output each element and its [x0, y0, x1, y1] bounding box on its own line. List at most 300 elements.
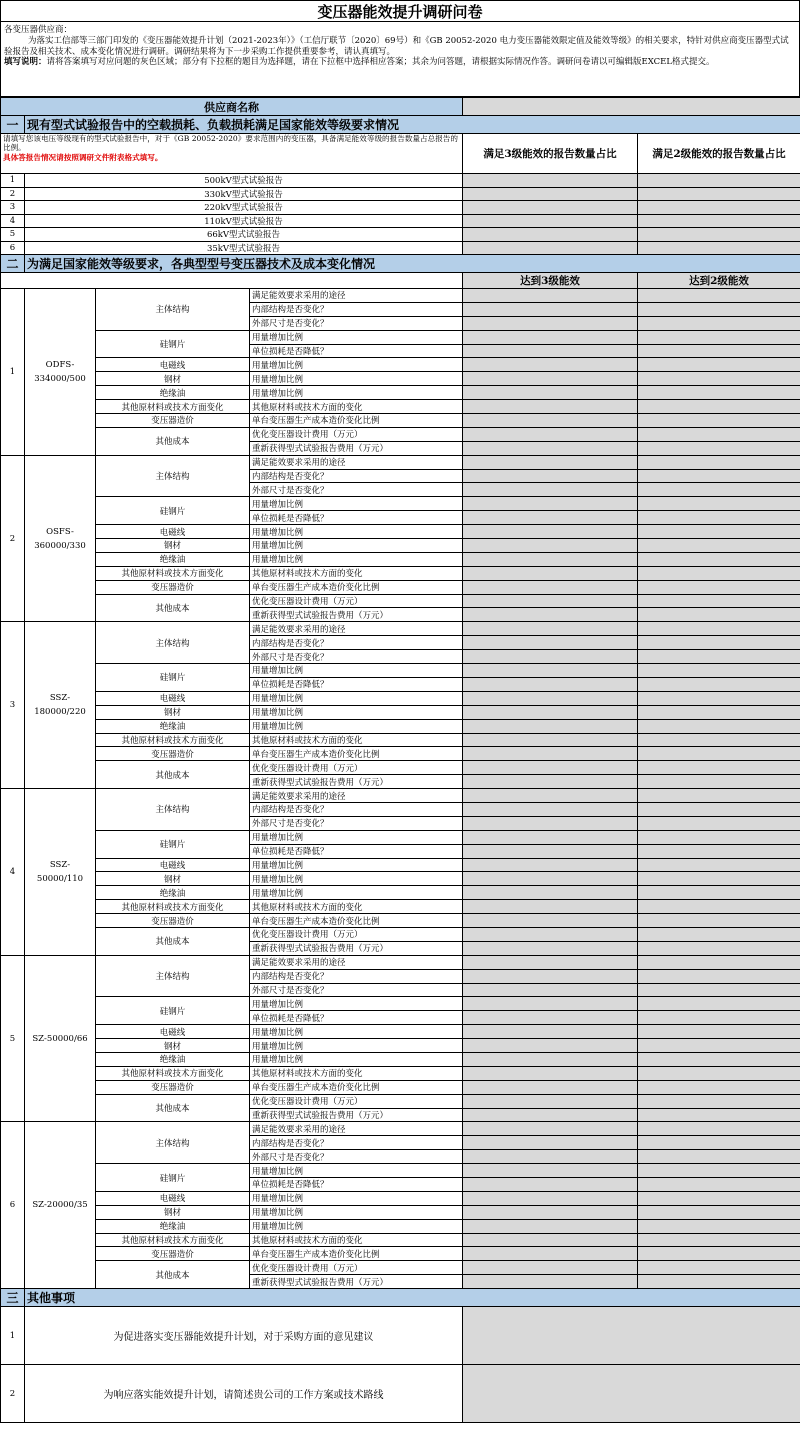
model-item-row — [1, 455, 800, 469]
report-row — [1, 214, 800, 228]
other-question-row — [1, 1307, 800, 1365]
item-label: 内部结构是否变化？ — [250, 302, 463, 316]
answer-level3-input[interactable] — [463, 483, 638, 497]
answer-level3-input[interactable] — [463, 858, 638, 872]
category-label: 其他成本 — [96, 427, 250, 455]
answer-level2-input[interactable] — [638, 469, 800, 483]
answer-level2-input[interactable] — [638, 886, 800, 900]
answer-level2-input[interactable] — [638, 187, 800, 201]
answer-level3-input[interactable] — [463, 289, 638, 303]
answer-level3-input[interactable] — [463, 1122, 638, 1136]
answer-level2-input[interactable] — [638, 955, 800, 969]
answer-level3-input[interactable] — [463, 1164, 638, 1178]
answer-level2-input[interactable] — [638, 302, 800, 316]
answer-level3-input[interactable] — [463, 214, 638, 228]
answer-level2-input[interactable] — [638, 400, 800, 414]
answer-level3-input[interactable] — [463, 844, 638, 858]
answer-level3-input[interactable] — [463, 900, 638, 914]
item-label: 单位损耗是否降低？ — [250, 511, 463, 525]
answer-level2-input[interactable] — [638, 1122, 800, 1136]
item-label: 单位损耗是否降低？ — [250, 677, 463, 691]
answer-level2-input[interactable] — [638, 1094, 800, 1108]
answer-level2-input[interactable] — [638, 214, 800, 228]
answer-level3-input[interactable] — [463, 455, 638, 469]
answer-level2-input[interactable] — [638, 816, 800, 830]
category-label: 绝缘油 — [96, 719, 250, 733]
answer-level3-input[interactable] — [463, 469, 638, 483]
answer-level2-input[interactable] — [638, 228, 800, 242]
model-item-row — [1, 1025, 800, 1039]
answer-level2-input[interactable] — [638, 414, 800, 428]
model-number: 6 — [1, 1122, 25, 1289]
category-label: 其他成本 — [96, 1094, 250, 1122]
intro-body: 为落实工信部等三部门印发的《变压器能效提升计划（2021-2023年）》（工信厅联节〔2020〕69号）和《GB 20052-2020 电力变压器能效限定值及能效等级》的相关要求，特针对供应商变压器型式试验报告及相关技术、成本变化情况进行调研。调研结果将为下一步采购工作提供重要参考，请认真填写。 — [4, 35, 789, 57]
answer-level3-input[interactable] — [463, 228, 638, 242]
model-item-row — [1, 900, 800, 914]
answer-level2-input[interactable] — [638, 608, 800, 622]
model-item-row — [1, 289, 800, 303]
answer-level2-input[interactable] — [638, 316, 800, 330]
category-label: 主体结构 — [96, 1122, 250, 1164]
model-item-row — [1, 955, 800, 969]
answer-level2-input[interactable] — [638, 1205, 800, 1219]
answer-level2-input[interactable] — [638, 1108, 800, 1122]
answer-level2-input[interactable] — [638, 747, 800, 761]
answer-level2-input[interactable] — [638, 997, 800, 1011]
answer-level3-input[interactable] — [463, 330, 638, 344]
item-label: 优化变压器设计费用（万元） — [250, 761, 463, 775]
answer-level3-input[interactable] — [463, 580, 638, 594]
answer-level3-input[interactable] — [463, 594, 638, 608]
item-label: 满足能效要求采用的途径 — [250, 622, 463, 636]
answer-level3-input[interactable] — [463, 1150, 638, 1164]
answer-level3-input[interactable] — [463, 1178, 638, 1192]
answer-level3-input[interactable] — [463, 608, 638, 622]
answer-level2-input[interactable] — [638, 552, 800, 566]
answer-level2-input[interactable] — [638, 789, 800, 803]
model-item-row — [1, 1233, 800, 1247]
item-label: 单台变压器生产成本造价变化比例 — [250, 747, 463, 761]
item-label: 重新获得型式试验报告费用（万元） — [250, 1275, 463, 1289]
model-item-row — [1, 664, 800, 678]
answer-level2-input[interactable] — [638, 386, 800, 400]
answer-level2-input[interactable] — [638, 969, 800, 983]
item-label: 用量增加比例 — [250, 330, 463, 344]
answer-level3-input[interactable] — [463, 677, 638, 691]
item-label: 用量增加比例 — [250, 1205, 463, 1219]
answer-level3-input[interactable] — [463, 316, 638, 330]
model-name: OSFS-360000/330 — [25, 455, 96, 622]
item-label: 优化变压器设计费用（万元） — [250, 1094, 463, 1108]
page-title: 变压器能效提升调研问卷 — [0, 0, 800, 22]
section1-instruction — [1, 134, 463, 174]
item-label: 内部结构是否变化？ — [250, 1136, 463, 1150]
answer-level3-input[interactable] — [463, 441, 638, 455]
answer-level2-input[interactable] — [638, 927, 800, 941]
answer-level2-input[interactable] — [638, 289, 800, 303]
model-item-row — [1, 414, 800, 428]
model-item-row — [1, 1191, 800, 1205]
row-number: 1 — [1, 1307, 25, 1365]
answer-level3-input[interactable] — [463, 969, 638, 983]
answer-level2-input[interactable] — [638, 455, 800, 469]
section-number: 三 — [1, 1289, 25, 1307]
category-label: 主体结构 — [96, 622, 250, 664]
answer-level2-input[interactable] — [638, 497, 800, 511]
report-label: 66kV型式试验报告 — [25, 228, 463, 242]
answer-level3-input[interactable] — [463, 1052, 638, 1066]
category-label: 其他原材料或技术方面变化 — [96, 566, 250, 580]
model-item-row — [1, 580, 800, 594]
item-label: 重新获得型式试验报告费用（万元） — [250, 775, 463, 789]
answer-level2-input[interactable] — [638, 241, 800, 255]
col-header-level2: 满足2级能效的报告数量占比 — [638, 134, 800, 174]
item-label: 单台变压器生产成本造价变化比例 — [250, 1080, 463, 1094]
item-label: 内部结构是否变化？ — [250, 969, 463, 983]
answer-level2-input[interactable] — [638, 1136, 800, 1150]
answer-level3-input[interactable] — [463, 1247, 638, 1261]
model-name: SSZ-180000/220 — [25, 622, 96, 789]
answer-level2-input[interactable] — [638, 983, 800, 997]
section-title: 其他事项 — [25, 1289, 800, 1307]
answer-level3-input[interactable] — [463, 1094, 638, 1108]
answer-level2-input[interactable] — [638, 441, 800, 455]
answer-level2-input[interactable] — [638, 1178, 800, 1192]
answer-level3-input[interactable] — [463, 525, 638, 539]
category-label: 绝缘油 — [96, 1052, 250, 1066]
model-item-row — [1, 566, 800, 580]
answer-level2-input[interactable] — [638, 705, 800, 719]
category-label: 钢材 — [96, 705, 250, 719]
answer-level3-input[interactable] — [463, 747, 638, 761]
answer-level3-input[interactable] — [463, 927, 638, 941]
answer-level2-input[interactable] — [638, 1164, 800, 1178]
answer-level3-input[interactable] — [463, 705, 638, 719]
answer-level3-input[interactable] — [463, 914, 638, 928]
item-label: 单台变压器生产成本造价变化比例 — [250, 580, 463, 594]
category-label: 其他成本 — [96, 594, 250, 622]
model-item-row — [1, 747, 800, 761]
report-label: 500kV型式试验报告 — [25, 174, 463, 188]
item-label: 满足能效要求采用的途径 — [250, 1122, 463, 1136]
category-label: 变压器造价 — [96, 1247, 250, 1261]
category-label: 钢材 — [96, 1205, 250, 1219]
model-name: SSZ-50000/110 — [25, 789, 96, 956]
model-item-row — [1, 1247, 800, 1261]
supplier-name-input[interactable] — [463, 98, 800, 116]
answer-level2-input[interactable] — [638, 677, 800, 691]
model-number: 3 — [1, 622, 25, 789]
item-label: 优化变压器设计费用（万元） — [250, 1261, 463, 1275]
answer-level2-input[interactable] — [638, 802, 800, 816]
answer-level3-input[interactable] — [463, 386, 638, 400]
answer-level2-input[interactable] — [638, 830, 800, 844]
answer-level3-input[interactable] — [463, 872, 638, 886]
answer-level2-input[interactable] — [638, 1080, 800, 1094]
answer-level2-input[interactable] — [638, 1247, 800, 1261]
answer-level2-input[interactable] — [638, 941, 800, 955]
answer-level3-input[interactable] — [463, 1080, 638, 1094]
answer-level2-input[interactable] — [638, 511, 800, 525]
answer-level3-input[interactable] — [463, 372, 638, 386]
answer-level3-input[interactable] — [463, 1205, 638, 1219]
category-label: 钢材 — [96, 372, 250, 386]
report-row — [1, 201, 800, 215]
fill-note — [4, 57, 796, 68]
item-label: 用量增加比例 — [250, 358, 463, 372]
item-label: 外部尺寸是否变化？ — [250, 1150, 463, 1164]
answer-level2-input[interactable] — [638, 914, 800, 928]
answer-level2-input[interactable] — [638, 775, 800, 789]
answer-level3-input[interactable] — [463, 241, 638, 255]
category-label: 钢材 — [96, 1039, 250, 1053]
report-row — [1, 241, 800, 255]
item-label: 用量增加比例 — [250, 1025, 463, 1039]
model-item-row — [1, 927, 800, 941]
model-item-row — [1, 1219, 800, 1233]
model-item-row — [1, 386, 800, 400]
instruction-text: 请填写您该电压等级现有的型式试验报告中，对于《GB 20052-2020》要求范围内的变压器，具备满足能效等级的报告数量占总报告的比例。 — [3, 134, 458, 153]
model-item-row — [1, 733, 800, 747]
answer-level3-input[interactable] — [463, 187, 638, 201]
item-label: 其他原材料或技术方面的变化 — [250, 733, 463, 747]
question-text: 为响应落实能效提升计划，请简述贵公司的工作方案或技术路线 — [25, 1365, 463, 1423]
answer-level2-input[interactable] — [638, 872, 800, 886]
category-label: 绝缘油 — [96, 386, 250, 400]
item-label: 用量增加比例 — [250, 997, 463, 1011]
item-label: 内部结构是否变化？ — [250, 469, 463, 483]
answer-level2-input[interactable] — [638, 330, 800, 344]
answer-level2-input[interactable] — [638, 858, 800, 872]
answer-level2-input[interactable] — [638, 566, 800, 580]
answer-level3-input[interactable] — [463, 955, 638, 969]
category-label: 主体结构 — [96, 289, 250, 331]
answer-level2-input[interactable] — [638, 174, 800, 188]
section-header-3 — [1, 1289, 800, 1307]
answer-input[interactable] — [463, 1365, 800, 1423]
answer-level3-input[interactable] — [463, 497, 638, 511]
answer-level3-input[interactable] — [463, 650, 638, 664]
answer-level2-input[interactable] — [638, 1066, 800, 1080]
answer-level2-input[interactable] — [638, 1261, 800, 1275]
section2-col-header — [1, 273, 800, 289]
answer-input[interactable] — [463, 1307, 800, 1365]
answer-level2-input[interactable] — [638, 1025, 800, 1039]
answer-level3-input[interactable] — [463, 941, 638, 955]
item-label: 用量增加比例 — [250, 539, 463, 553]
answer-level2-input[interactable] — [638, 900, 800, 914]
section-title: 为满足国家能效等级要求，各典型型号变压器技术及成本变化情况 — [25, 255, 800, 273]
model-item-row — [1, 1066, 800, 1080]
model-item-row — [1, 539, 800, 553]
answer-level2-input[interactable] — [638, 483, 800, 497]
item-label: 单台变压器生产成本造价变化比例 — [250, 914, 463, 928]
answer-level3-input[interactable] — [463, 427, 638, 441]
category-label: 绝缘油 — [96, 552, 250, 566]
answer-level3-input[interactable] — [463, 886, 638, 900]
report-row — [1, 228, 800, 242]
model-item-row — [1, 427, 800, 441]
category-label: 硅钢片 — [96, 830, 250, 858]
answer-level3-input[interactable] — [463, 400, 638, 414]
answer-level2-input[interactable] — [638, 1219, 800, 1233]
answer-level3-input[interactable] — [463, 636, 638, 650]
answer-level2-input[interactable] — [638, 1275, 800, 1289]
answer-level3-input[interactable] — [463, 201, 638, 215]
model-item-row — [1, 789, 800, 803]
item-label: 用量增加比例 — [250, 664, 463, 678]
answer-level2-input[interactable] — [638, 761, 800, 775]
item-label: 用量增加比例 — [250, 525, 463, 539]
answer-level3-input[interactable] — [463, 414, 638, 428]
model-item-row — [1, 400, 800, 414]
answer-level3-input[interactable] — [463, 552, 638, 566]
category-label: 其他成本 — [96, 927, 250, 955]
model-item-row — [1, 830, 800, 844]
answer-level3-input[interactable] — [463, 302, 638, 316]
answer-level2-input[interactable] — [638, 344, 800, 358]
fill-note-text: 请将答案填写对应问题的灰色区域；部分有下拉框的题目为选择题，请在下拉框中选择相应答案；其余为问答题，请根据实际情况作答。调研问卷请以可编辑版EXCEL格式提交。 — [46, 57, 715, 68]
answer-level3-input[interactable] — [463, 1275, 638, 1289]
answer-level2-input[interactable] — [638, 1052, 800, 1066]
answer-level3-input[interactable] — [463, 733, 638, 747]
item-label: 外部尺寸是否变化？ — [250, 983, 463, 997]
category-label: 变压器造价 — [96, 914, 250, 928]
answer-level3-input[interactable] — [463, 719, 638, 733]
answer-level2-input[interactable] — [638, 1039, 800, 1053]
model-number: 1 — [1, 289, 25, 456]
section-header-1 — [1, 116, 800, 134]
item-label: 其他原材料或技术方面的变化 — [250, 400, 463, 414]
item-label: 重新获得型式试验报告费用（万元） — [250, 441, 463, 455]
answer-level3-input[interactable] — [463, 691, 638, 705]
answer-level3-input[interactable] — [463, 1039, 638, 1053]
answer-level3-input[interactable] — [463, 622, 638, 636]
answer-level2-input[interactable] — [638, 636, 800, 650]
report-label: 220kV型式试验报告 — [25, 201, 463, 215]
item-label: 外部尺寸是否变化？ — [250, 650, 463, 664]
answer-level2-input[interactable] — [638, 664, 800, 678]
supplier-row — [1, 98, 800, 116]
answer-level2-input[interactable] — [638, 594, 800, 608]
category-label: 硅钢片 — [96, 330, 250, 358]
category-label: 硅钢片 — [96, 1164, 250, 1192]
answer-level3-input[interactable] — [463, 775, 638, 789]
category-label: 电磁线 — [96, 1191, 250, 1205]
section-header-2 — [1, 255, 800, 273]
answer-level3-input[interactable] — [463, 761, 638, 775]
answer-level3-input[interactable] — [463, 789, 638, 803]
answer-level2-input[interactable] — [638, 525, 800, 539]
answer-level3-input[interactable] — [463, 566, 638, 580]
category-label: 电磁线 — [96, 691, 250, 705]
answer-level3-input[interactable] — [463, 174, 638, 188]
answer-level2-input[interactable] — [638, 372, 800, 386]
answer-level2-input[interactable] — [638, 1233, 800, 1247]
item-label: 其他原材料或技术方面的变化 — [250, 566, 463, 580]
item-label: 优化变压器设计费用（万元） — [250, 427, 463, 441]
category-label: 其他原材料或技术方面变化 — [96, 733, 250, 747]
answer-level3-input[interactable] — [463, 511, 638, 525]
answer-level2-input[interactable] — [638, 1150, 800, 1164]
answer-level2-input[interactable] — [638, 733, 800, 747]
col-header-level3: 达到3级能效 — [463, 273, 638, 289]
answer-level3-input[interactable] — [463, 1108, 638, 1122]
item-label: 重新获得型式试验报告费用（万元） — [250, 608, 463, 622]
answer-level3-input[interactable] — [463, 344, 638, 358]
answer-level3-input[interactable] — [463, 830, 638, 844]
answer-level3-input[interactable] — [463, 664, 638, 678]
answer-level2-input[interactable] — [638, 650, 800, 664]
category-label: 钢材 — [96, 872, 250, 886]
answer-level2-input[interactable] — [638, 539, 800, 553]
item-label: 用量增加比例 — [250, 886, 463, 900]
item-label: 优化变压器设计费用（万元） — [250, 594, 463, 608]
answer-level3-input[interactable] — [463, 539, 638, 553]
report-row — [1, 187, 800, 201]
supplier-label: 供应商名称 — [1, 98, 463, 116]
item-label: 满足能效要求采用的途径 — [250, 289, 463, 303]
model-item-row — [1, 914, 800, 928]
model-item-row — [1, 705, 800, 719]
answer-level3-input[interactable] — [463, 1011, 638, 1025]
item-label: 用量增加比例 — [250, 1219, 463, 1233]
item-label: 外部尺寸是否变化？ — [250, 483, 463, 497]
item-label: 单位损耗是否降低？ — [250, 1011, 463, 1025]
answer-level3-input[interactable] — [463, 802, 638, 816]
item-label: 用量增加比例 — [250, 386, 463, 400]
answer-level3-input[interactable] — [463, 997, 638, 1011]
answer-level2-input[interactable] — [638, 201, 800, 215]
report-label: 330kV型式试验报告 — [25, 187, 463, 201]
category-label: 主体结构 — [96, 955, 250, 997]
model-item-row — [1, 372, 800, 386]
item-label: 满足能效要求采用的途径 — [250, 789, 463, 803]
answer-level2-input[interactable] — [638, 580, 800, 594]
row-number: 3 — [1, 201, 25, 215]
answer-level3-input[interactable] — [463, 1066, 638, 1080]
answer-level2-input[interactable] — [638, 719, 800, 733]
answer-level3-input[interactable] — [463, 816, 638, 830]
answer-level3-input[interactable] — [463, 1191, 638, 1205]
answer-level2-input[interactable] — [638, 691, 800, 705]
answer-level2-input[interactable] — [638, 1011, 800, 1025]
answer-level3-input[interactable] — [463, 1025, 638, 1039]
item-label: 内部结构是否变化？ — [250, 636, 463, 650]
item-label: 用量增加比例 — [250, 872, 463, 886]
item-label: 单台变压器生产成本造价变化比例 — [250, 1247, 463, 1261]
item-label: 内部结构是否变化？ — [250, 802, 463, 816]
answer-level3-input[interactable] — [463, 1233, 638, 1247]
answer-level2-input[interactable] — [638, 358, 800, 372]
answer-level2-input[interactable] — [638, 844, 800, 858]
question-text: 为促进落实变压器能效提升计划，对于采购方面的意见建议 — [25, 1307, 463, 1365]
answer-level2-input[interactable] — [638, 427, 800, 441]
model-item-row — [1, 1261, 800, 1275]
answer-level3-input[interactable] — [463, 983, 638, 997]
answer-level3-input[interactable] — [463, 1261, 638, 1275]
section-number: 二 — [1, 255, 25, 273]
answer-level3-input[interactable] — [463, 1136, 638, 1150]
answer-level2-input[interactable] — [638, 1191, 800, 1205]
row-number: 5 — [1, 228, 25, 242]
item-label: 满足能效要求采用的途径 — [250, 455, 463, 469]
answer-level3-input[interactable] — [463, 1219, 638, 1233]
item-label: 重新获得型式试验报告费用（万元） — [250, 941, 463, 955]
answer-level2-input[interactable] — [638, 622, 800, 636]
answer-level3-input[interactable] — [463, 358, 638, 372]
item-label: 单位损耗是否降低？ — [250, 1178, 463, 1192]
